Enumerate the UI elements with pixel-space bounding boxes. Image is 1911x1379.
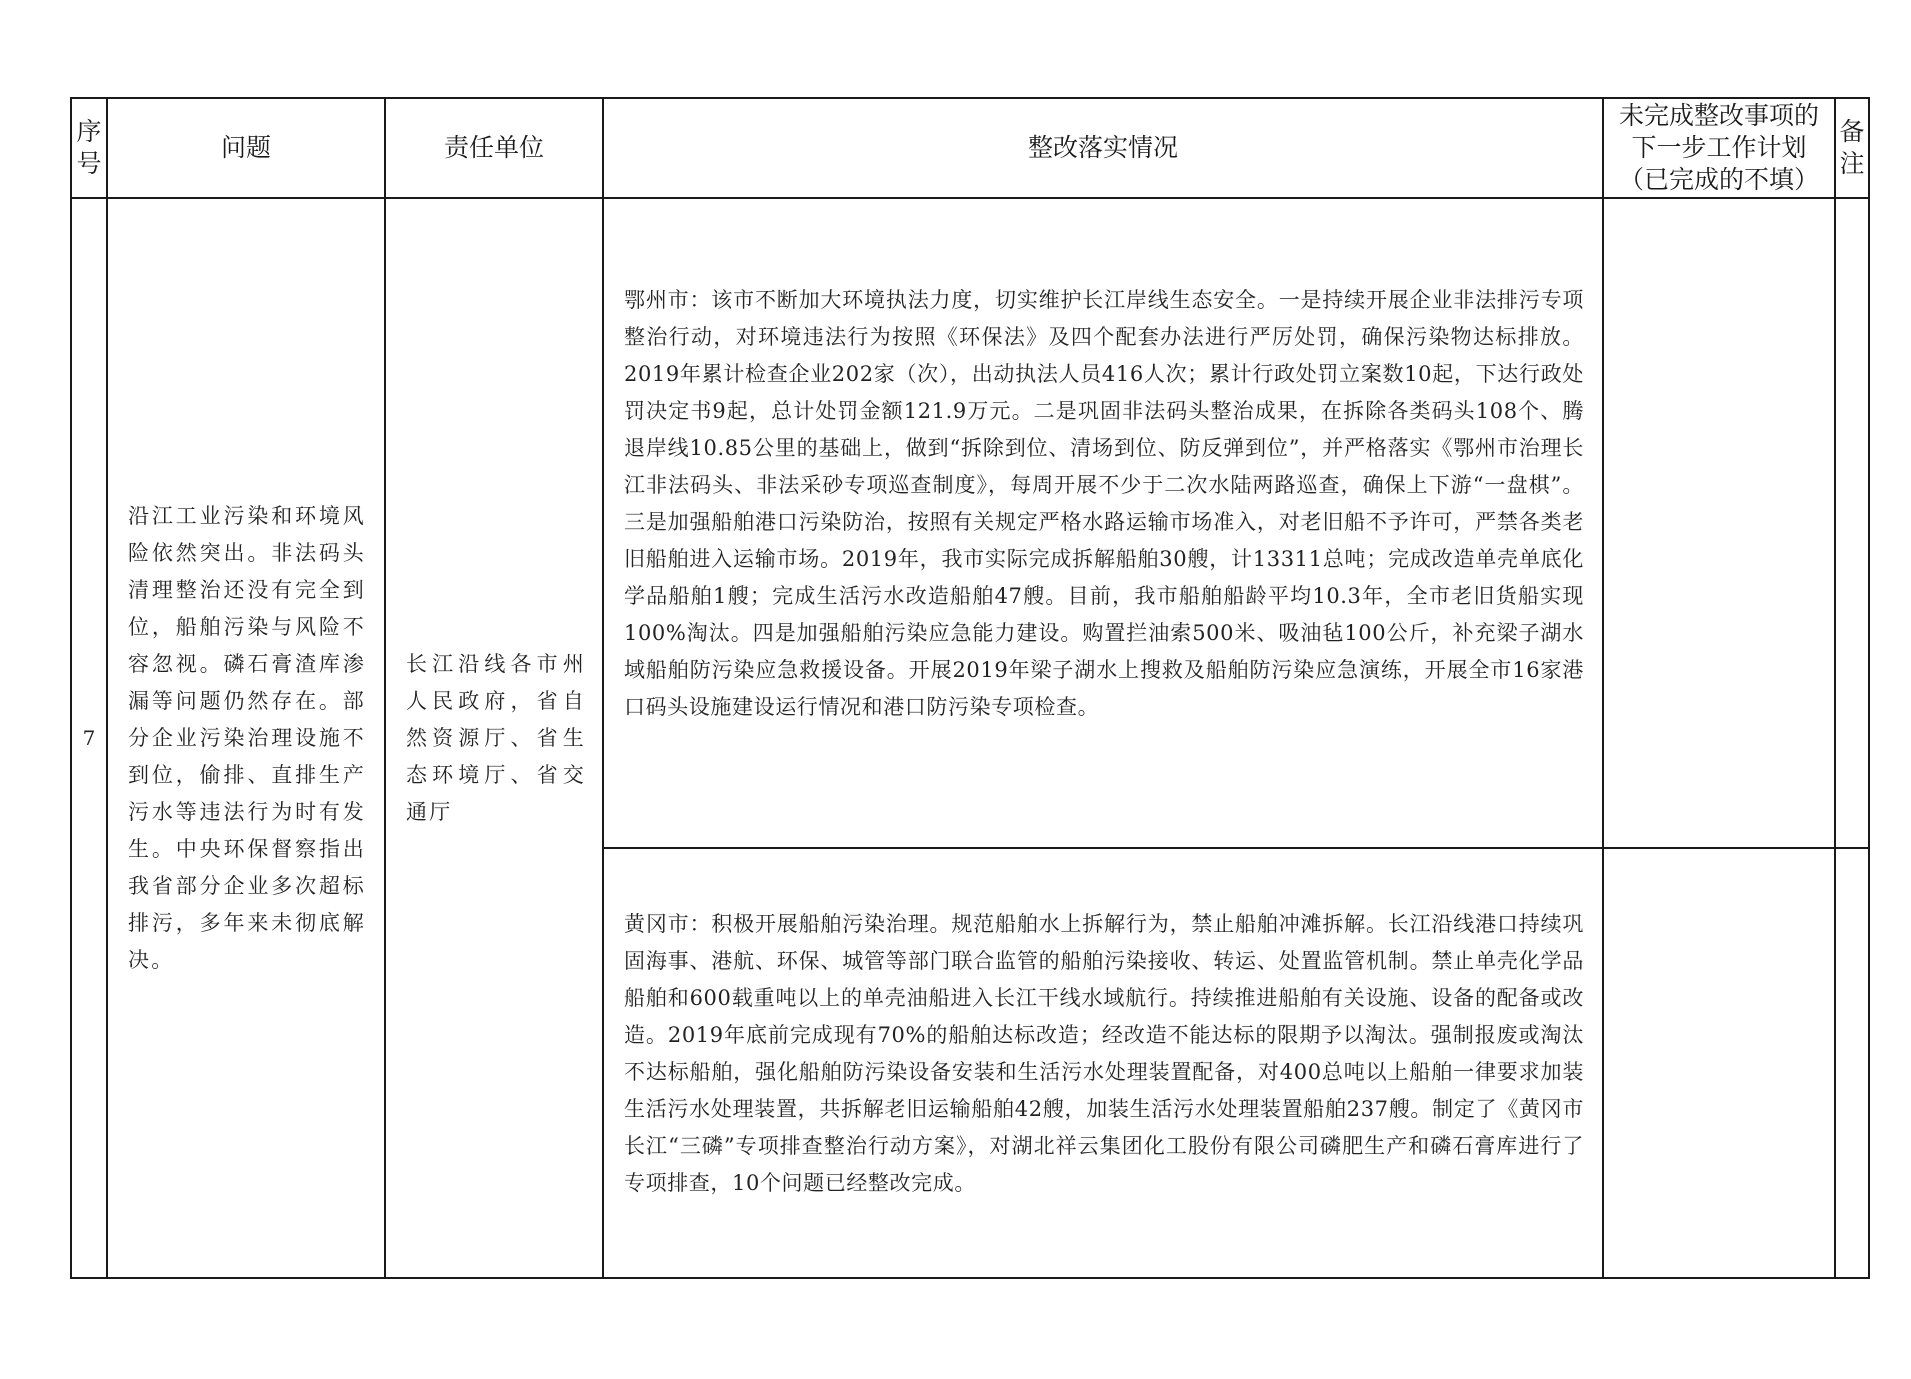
remark-cell-ezhou (1835, 198, 1869, 848)
row-problem: 沿江工业污染和环境风险依然突出。非法码头清理整治还没有完全到位，船舶污染与风险不容忽视。磷石膏渣库渗漏等问题仍然存在。部分企业污染治理设施不到位，偷排、直排生产污水等违法行为时有发生。中央环保督察指出我省部分企业多次超标排污，多年来未彻底解决。 (107, 198, 385, 1278)
rectification-table (70, 97, 1870, 1279)
header-plan: 未完成整改事项的 下一步工作计划 （已完成的不填） (1603, 98, 1835, 198)
header-row (71, 98, 1869, 198)
row-seq: 7 (71, 198, 107, 1278)
header-status: 整改落实情况 (603, 98, 1603, 198)
header-remark: 备 注 (1835, 98, 1869, 198)
header-unit: 责任单位 (385, 98, 603, 198)
remark-cell-huanggang (1835, 848, 1869, 1278)
header-problem: 问题 (107, 98, 385, 198)
table-row (71, 198, 1869, 848)
status-ezhou: 鄂州市：该市不断加大环境执法力度，切实维护长江岸线生态安全。一是持续开展企业非法排污专项整治行动，对环境违法行为按照《环保法》及四个配套办法进行严厉处罚，确保污染物达标排放。2019年累计检查企业202家（次），出动执法人员416人次；累计行政处罚立案数10起，下达行政处罚决定书9起，总计处罚金额121.9万元。二是巩固非法码头整治成果，在拆除各类码头108个、腾退岸线10.85公里的基础上，做到“拆除到位、清场到位、防反弹到位”，并严格落实《鄂州市治理长江非法码头、非法采砂专项巡查制度》，每周开展不少于二次水陆两路巡查，确保上下游“一盘棋”。三是加强船舶港口污染防治，按照有关规定严格水路运输市场准入，对老旧船不予许可，严禁各类老旧船舶进入运输市场。2019年，我市实际完成拆解船舶30艘，计13311总吨；完成改造单壳单底化学品船舶1艘；完成生活污水改造船舶47艘。目前，我市船舶船龄平均10.3年，全市老旧货船实现100%淘汰。四是加强船舶污染应急能力建设。购置拦油索500米、吸油毡100公斤，补充梁子湖水域船舶防污染应急救援设备。开展2019年梁子湖水上搜救及船舶防污染应急演练，开展全市16家港口码头设施建设运行情况和港口防污染专项检查。 (603, 198, 1603, 848)
header-seq: 序 号 (71, 98, 107, 198)
status-huanggang: 黄冈市：积极开展船舶污染治理。规范船舶水上拆解行为，禁止船舶冲滩拆解。长江沿线港口持续巩固海事、港航、环保、城管等部门联合监管的船舶污染接收、转运、处置监管机制。禁止单壳化学品船舶和600载重吨以上的单壳油船进入长江干线水域航行。持续推进船舶有关设施、设备的配备或改造。2019年底前完成现有70%的船舶达标改造；经改造不能达标的限期予以淘汰。强制报废或淘汰不达标船舶，强化船舶防污染设备安装和生活污水处理装置配备，对400总吨以上船舶一律要求加装生活污水处理装置，共拆解老旧运输船舶42艘，加装生活污水处理装置船舶237艘。制定了《黄冈市长江“三磷”专项排查整治行动方案》，对湖北祥云集团化工股份有限公司磷肥生产和磷石膏库进行了专项排查，10个问题已经整改完成。 (603, 848, 1603, 1278)
plan-cell-huanggang (1603, 848, 1835, 1278)
plan-cell-ezhou (1603, 198, 1835, 848)
row-unit: 长江沿线各市州人民政府，省自然资源厅、省生态环境厅、省交通厅 (385, 198, 603, 1278)
